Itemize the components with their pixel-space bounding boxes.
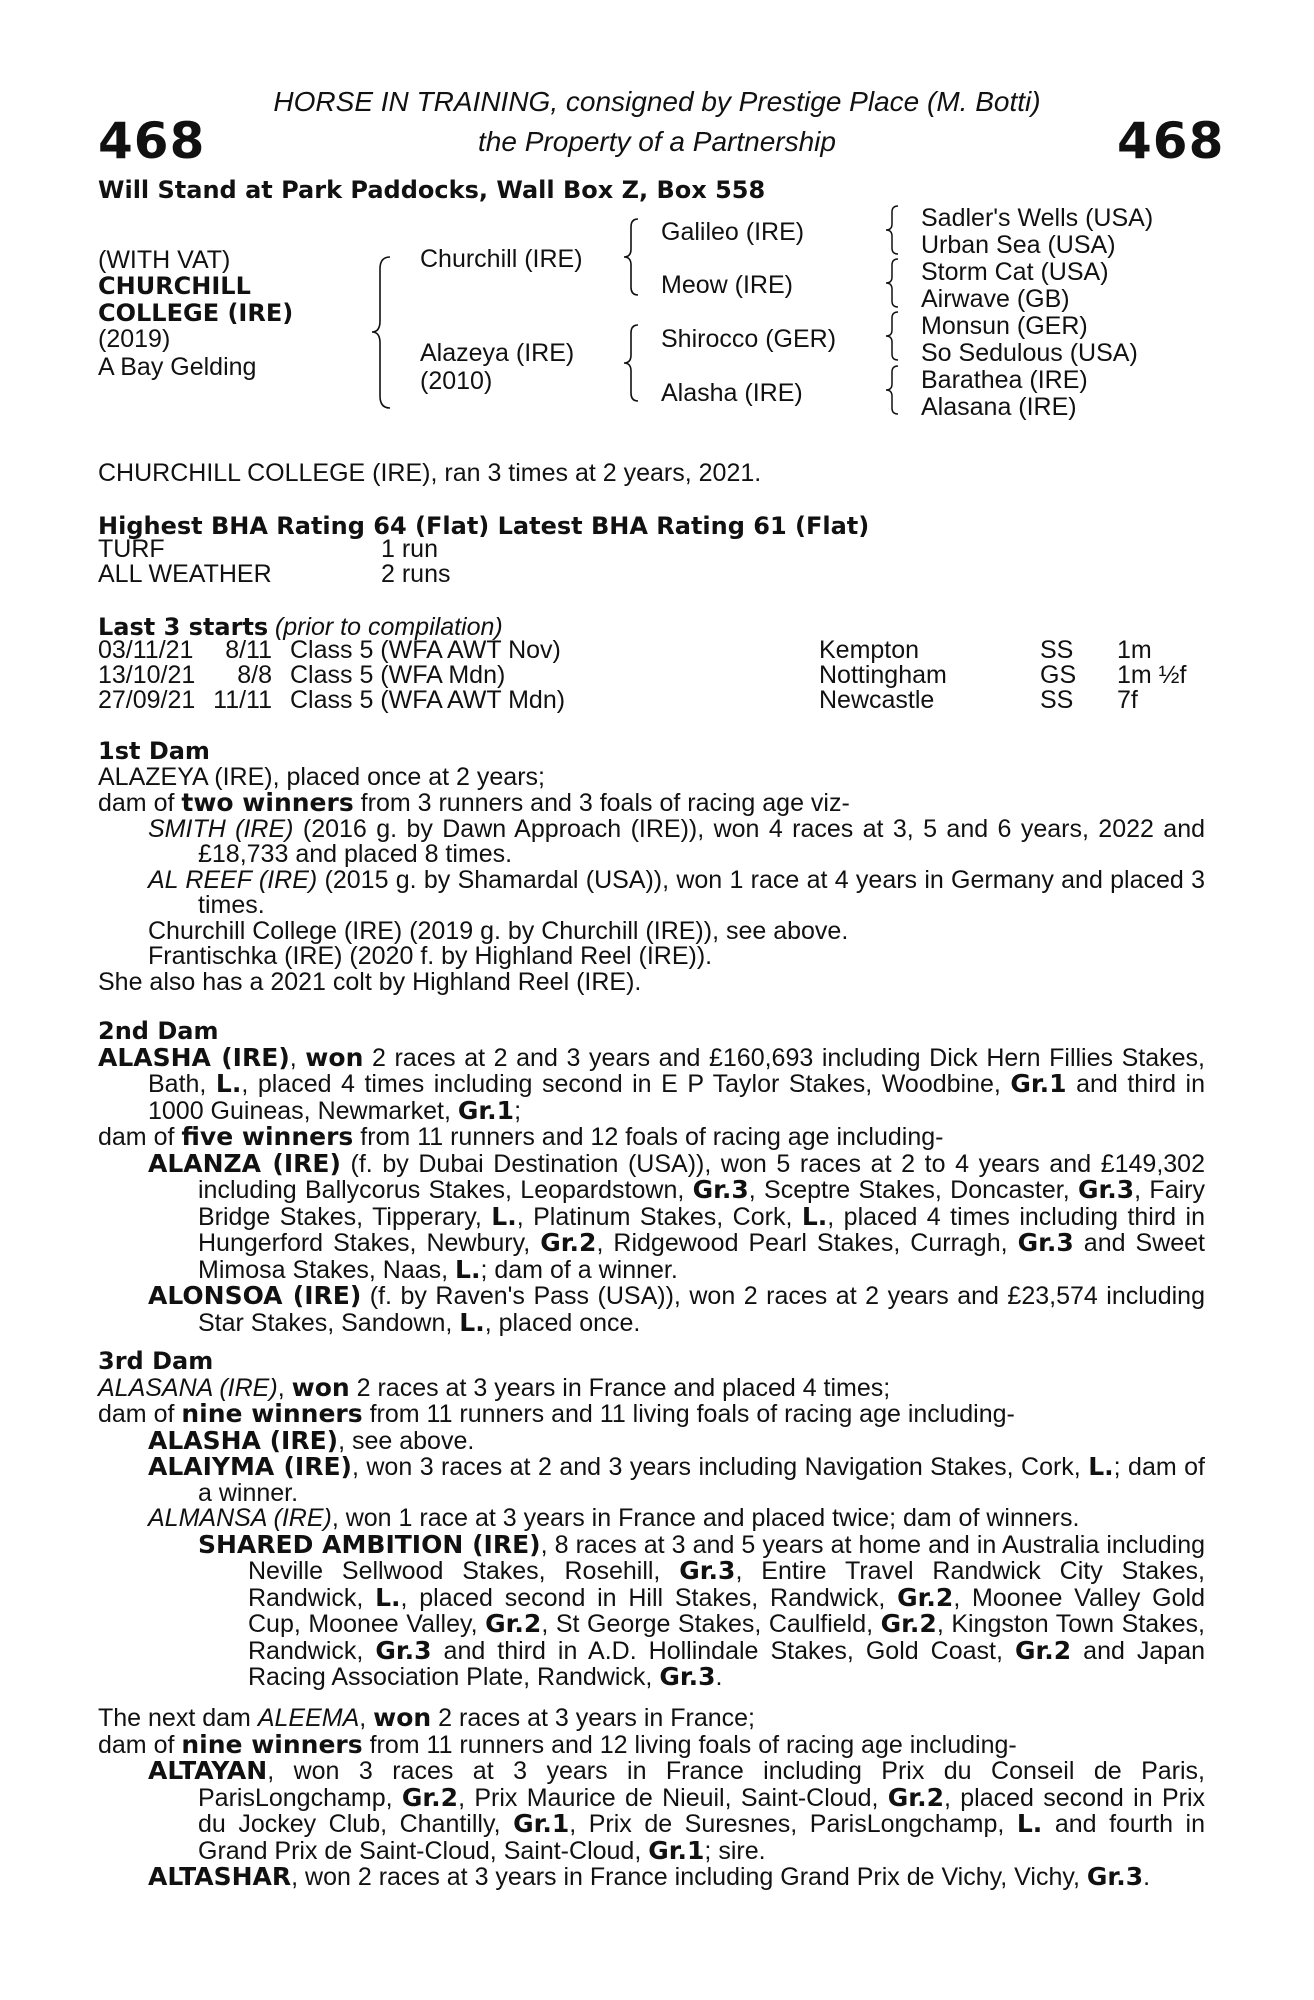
start-date: 27/09/21	[98, 686, 196, 714]
next-dam-summary: The next dam ALEEMA, won 2 races at 3 years in France;	[98, 1703, 755, 1732]
first-dam-heading: 1st Dam	[98, 737, 210, 765]
dam-line2: (2010)	[420, 367, 493, 395]
start-distance: 7f	[1117, 686, 1138, 714]
starts-heading-note: (prior to compilation)	[274, 613, 503, 641]
grand-ancestor-3: Storm Cat (USA)	[921, 258, 1109, 286]
grand-ancestor-8: Alasana (IRE)	[921, 393, 1077, 421]
lot-number-right: 468	[1117, 112, 1225, 170]
grand-ancestor-5: Monsun (GER)	[921, 312, 1088, 340]
grand-ancestor-6: So Sedulous (USA)	[921, 339, 1138, 367]
consignor-line: HORSE IN TRAINING, consigned by Prestige Place (M. Botti)	[273, 86, 1041, 117]
race-summary: CHURCHILL COLLEGE (IRE), ran 3 times at 2 years, 2021.	[98, 459, 762, 487]
start-race: Class 5 (WFA AWT Nov)	[290, 636, 561, 664]
start-date: 03/11/21	[98, 636, 194, 664]
produce-entry: ALANZA (IRE) (f. by Dubai Destination (USA)), won 5 races at 2 to 4 years and £149,302 including Ballycorus Stakes, Leopardstown, Gr.3, Sceptre Stakes, Doncaster, Gr.3, Fairy Bridge Stakes, Tipperary, L., Platinum Stakes, Cork, L., placed 4 times including third in Hungerford Stakes, Newbury, Gr.2, Ridgewood Pearl Stakes, Curragh, Gr.3 and Sweet Mimosa Stakes, Naas, L.; dam of a winner.	[148, 1148, 1205, 1284]
grand-ancestor-4: Airwave (GB)	[921, 285, 1070, 313]
third-dam-summary: ALASANA (IRE), won 2 races at 3 years in France and placed 4 times;	[98, 1372, 891, 1402]
horse-name-line1: CHURCHILL	[98, 272, 251, 300]
start-course: Kempton	[819, 636, 920, 664]
start-course: Nottingham	[819, 661, 947, 689]
produce-entry: ALONSOA (IRE) (f. by Raven's Pass (USA)), won 2 races at 2 years and £23,574 including Star Stakes, Sandown, L., placed once.	[148, 1281, 1205, 1337]
dam-dam: Alasha (IRE)	[661, 379, 803, 407]
pedigree-brace-g4	[884, 364, 902, 416]
first-dam-produce-line: dam of two winners from 3 runners and 3 foals of racing age viz-	[98, 788, 850, 817]
produce-entry: Churchill College (IRE) (2019 g. by Churchill (IRE)), see above.	[148, 916, 849, 945]
second-dam-section	[98, 1019, 1205, 1336]
second-dam-produce-line: dam of five winners from 11 runners and 12 foals of racing age including-	[98, 1122, 944, 1151]
sire: Churchill (IRE)	[420, 245, 583, 273]
stabling-line: Will Stand at Park Paddocks, Wall Box Z, Box 558	[98, 176, 766, 204]
rating-label-turf: TURF	[98, 535, 165, 563]
sire-dam: Meow (IRE)	[661, 271, 793, 299]
first-dam-note: She also has a 2021 colt by Highland Reel (IRE).	[98, 967, 642, 996]
first-dam-summary: ALAZEYA (IRE), placed once at 2 years;	[98, 762, 545, 791]
dam-sire: Shirocco (GER)	[661, 325, 837, 353]
pedigree-brace-sire	[622, 217, 642, 297]
pedigree-brace-main	[370, 255, 394, 410]
grand-ancestor-2: Urban Sea (USA)	[921, 231, 1116, 259]
start-race: Class 5 (WFA Mdn)	[290, 661, 506, 689]
second-dam-heading: 2nd Dam	[98, 1017, 219, 1045]
start-race: Class 5 (WFA AWT Mdn)	[290, 686, 566, 714]
foaling-year: (2019)	[98, 325, 171, 353]
vat-note: (WITH VAT)	[98, 246, 231, 274]
rating-heading: Highest BHA Rating 64 (Flat) Latest BHA Rating 61 (Flat)	[98, 512, 870, 540]
produce-entry: AL REEF (IRE) (2015 g. by Shamardal (USA)), won 1 race at 4 years in Germany and placed 3 times.	[148, 865, 1205, 919]
third-dam-heading: 3rd Dam	[98, 1347, 214, 1375]
starts-heading-bold: Last 3 starts	[98, 613, 269, 641]
pedigree-brace-g1	[884, 204, 902, 256]
third-dam-produce-line: dam of nine winners from 11 runners and 11 living foals of racing age including-	[98, 1399, 1015, 1428]
rating-label-aw: ALL WEATHER	[98, 560, 272, 588]
horse-description: A Bay Gelding	[98, 353, 257, 381]
start-going: GS	[1040, 661, 1077, 689]
start-going: SS	[1040, 636, 1074, 664]
horse-name-line2: COLLEGE (IRE)	[98, 299, 294, 327]
next-dam-section	[98, 1705, 1205, 1891]
start-position: 8/8	[237, 661, 272, 689]
rating-value-turf: 1 run	[381, 535, 438, 563]
pedigree-brace-dam	[622, 323, 642, 403]
produce-entry: ALTASHAR, won 2 races at 3 years in France including Grand Prix de Vichy, Vichy, Gr.3.	[148, 1862, 1151, 1891]
start-position: 11/11	[213, 686, 272, 714]
produce-entry: ALMANSA (IRE), won 1 race at 3 years in France and placed twice; dam of winners.	[148, 1504, 1080, 1532]
grand-ancestor-7: Barathea (IRE)	[921, 366, 1088, 394]
start-distance: 1m	[1117, 636, 1152, 664]
property-line: the Property of a Partnership	[478, 126, 836, 157]
start-position: 8/11	[225, 636, 272, 664]
rating-value-aw: 2 runs	[381, 560, 451, 588]
start-distance: 1m ½f	[1117, 661, 1187, 689]
pedigree-brace-g2	[884, 257, 902, 309]
pedigree-brace-g3	[884, 310, 902, 362]
lot-number-left: 468	[98, 112, 206, 170]
third-dam-section	[98, 1349, 1205, 1691]
second-dam-summary: ALASHA (IRE), won 2 races at 2 and 3 years and £160,693 including Dick Hern Fillies Stakes, Bath, L., placed 4 times including second in E P Taylor Stakes, Woodbine, Gr.1 and third in 1000 Guineas, Newmarket, Gr.1;	[98, 1042, 1205, 1125]
produce-entry: ALAIYMA (IRE), won 3 races at 2 and 3 years including Navigation Stakes, Cork, L.; dam of a winner.	[148, 1452, 1205, 1507]
produce-entry: ALTAYAN, won 3 races at 3 years in France including Prix du Conseil de Paris, ParisLongchamp, Gr.2, Prix Maurice de Nieuil, Saint-Cloud, Gr.2, placed second in Prix du Jockey Club, Chantilly, Gr.1, Prix de Suresnes, ParisLongchamp, L. and fourth in Grand Prix de Saint-Cloud, Saint-Cloud, Gr.1; sire.	[148, 1756, 1205, 1865]
produce-entry: Frantischka (IRE) (2020 f. by Highland Reel (IRE)).	[148, 942, 713, 970]
start-going: SS	[1040, 686, 1074, 714]
dam-line1: Alazeya (IRE)	[420, 339, 575, 367]
produce-entry: SMITH (IRE) (2016 g. by Dawn Approach (IRE)), won 4 races at 3, 5 and 6 years, 2022 and £18,733 and placed 8 times.	[148, 814, 1206, 868]
grand-ancestor-1: Sadler's Wells (USA)	[921, 204, 1154, 232]
first-dam-section	[98, 739, 1205, 995]
grand-produce-entry: SHARED AMBITION (IRE), 8 races at 3 and 5 years at home and in Australia including Neville Sellwood Stakes, Rosehill, Gr.3, Entire Travel Randwick City Stakes, Randwick, L., placed second in Hill Stakes, Randwick, Gr.2, Moonee Valley Gold Cup, Moonee Valley, Gr.2, St George Stakes, Caulfield, Gr.2, Kingston Town Stakes, Randwick, Gr.3 and third in A.D. Hollindale Stakes, Gold Coast, Gr.2 and Japan Racing Association Plate, Randwick, Gr.3.	[198, 1529, 1206, 1691]
start-course: Newcastle	[819, 686, 935, 714]
produce-entry: ALASHA (IRE), see above.	[148, 1425, 475, 1455]
sire-sire: Galileo (IRE)	[661, 218, 805, 246]
start-date: 13/10/21	[98, 661, 196, 689]
next-dam-produce-line: dam of nine winners from 11 runners and 12 living foals of racing age including-	[98, 1729, 1017, 1759]
